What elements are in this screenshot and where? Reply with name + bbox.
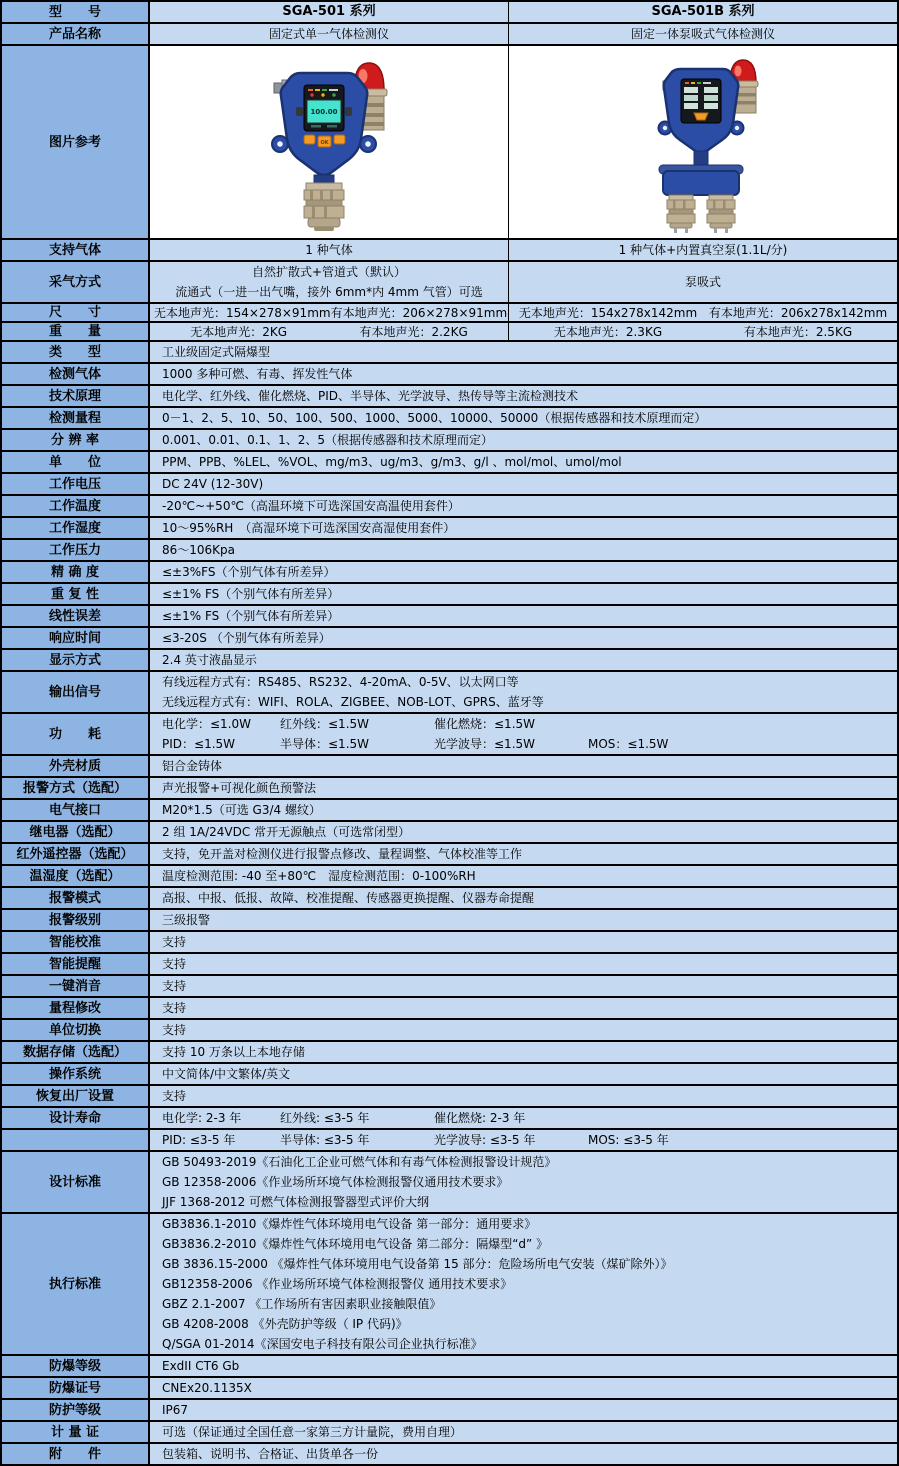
value-text: 包装箱、说明书、合格证、出货单各一份 [162,1447,379,1461]
value-text: GB12358-2006 《作业场所环境气体检测报警仪 通用技术要求》 [162,1277,513,1291]
row-header [2,474,150,494]
value-text: DC 24V (12-30V) [162,477,264,491]
row-header-label: 工作温度 [48,498,101,514]
value-text: 高报、中报、低报、故障、校准提醒、传感器更换提醒、仪器寿命提醒 [162,891,535,905]
spec-row [2,364,897,386]
value-cell [150,954,897,974]
row-header [2,1378,150,1398]
row-header [2,1152,150,1212]
row-header-label: 响应时间 [48,630,101,646]
spec-row [2,304,897,323]
pump-suction-gas-detector-image [623,51,783,233]
value-text: ≤±1% FS（个别气体有所差异） [162,609,340,623]
ok-button-label: OK [320,140,329,146]
value-cell [150,452,897,472]
value-text: 有本地声光：206x278x142mm [708,306,888,320]
value-text: 10～95%RH （高湿环境下可选深国安高湿使用套件） [162,521,456,535]
value-text: 2.4 英寸液晶显示 [162,653,257,667]
row-header [2,910,150,930]
value-line [162,1130,889,1150]
lcd-reading: 100.00 [310,108,338,116]
row-header-label: 设计寿命 [48,1110,101,1126]
row-header [2,430,150,450]
row-header-label: 检测量程 [48,410,101,426]
spec-row [2,800,897,822]
spec-row [2,606,897,628]
spec-row [2,240,897,262]
spec-row [2,1214,897,1356]
product-photo-sga501 [150,46,508,238]
spec-row [2,1064,897,1086]
value-text: 红外线：≤1.5W [280,717,370,731]
value-cell [150,386,897,406]
row-header [2,606,150,626]
value-text: 1 种气体+内置真空泵(1.1L/分) [618,243,788,257]
spec-row [2,2,897,24]
spec-row [2,562,897,584]
row-header [2,954,150,974]
value-text: 催化燃烧：≤1.5W [434,717,536,731]
value-cell [150,1422,897,1442]
value-cell [508,262,897,302]
value-cell [150,714,897,754]
row-header-label: 重 复 性 [50,586,100,602]
row-header-label: 电气接口 [48,802,101,818]
value-text: 铝合金铸体 [162,759,223,773]
value-cell [150,888,897,908]
value-text: JJF 1368-2012 可燃气体检测报警器型式评价大纲 [162,1195,430,1209]
row-header [2,408,150,428]
value-cell [150,1356,897,1376]
value-text: GB 3836.15-2000 《爆炸性气体环境用电气设备第 15 部分：危险场所电气安装（煤矿除外）》 [162,1257,673,1271]
spec-row [2,262,897,304]
value-text: 半导体: ≤3-5 年 [280,1133,370,1147]
row-header [2,1422,150,1442]
row-header [2,888,150,908]
row-header-label: 支持气体 [48,242,101,258]
spec-row [2,1108,897,1130]
value-cell [150,1064,897,1084]
value-cell [150,474,897,494]
value-text: 有本地声光：206×278×91mm [330,306,508,320]
value-text: 有线远程方式有：RS485、RS232、4-20mA、0-5V、以太网口等 [162,675,519,689]
spec-row [2,323,897,342]
value-text: 0.001、0.01、0.1、1、2、5（根据传感器和技术原理而定） [162,433,494,447]
row-header-label: 防护等级 [48,1402,101,1418]
spec-row [2,540,897,562]
row-header-label: 防爆证号 [48,1380,101,1396]
value-text: ≤±1% FS（个别气体有所差异） [162,587,340,601]
value-text: 光学波导: ≤3-5 年 [434,1133,536,1147]
value-cell [150,822,897,842]
value-cell [508,24,897,44]
row-header-label: 执行标准 [48,1276,101,1292]
row-header-label: 报警模式 [48,890,101,906]
row-header [2,24,150,44]
spec-row [2,408,897,430]
spec-row [2,976,897,998]
row-header [2,386,150,406]
value-cell [508,240,897,260]
value-text: 支持 [162,957,187,971]
spec-row [2,518,897,540]
row-header [2,866,150,886]
value-text: 无本地声光：2KG [190,325,288,339]
value-text: 电化学: 2-3 年 [162,1111,242,1125]
value-text: 工业级固定式隔爆型 [162,345,271,359]
row-header [2,518,150,538]
value-text: SGA-501 系列 [282,4,376,19]
row-header-label: 产品名称 [48,26,101,42]
row-header [2,714,150,754]
spec-row [2,822,897,844]
spec-row [2,1086,897,1108]
value-text: 半导体：≤1.5W [280,737,370,751]
value-cell [150,844,897,864]
row-header-label: 操作系统 [48,1066,101,1082]
value-text: 无本地声光：154×278×91mm [154,306,331,320]
value-text: 电化学：≤1.0W [162,717,252,731]
value-cell [150,262,508,302]
value-text: 三级报警 [162,913,211,927]
spec-row [2,584,897,606]
row-header-label: 防爆等级 [48,1358,101,1374]
row-header [2,584,150,604]
lcd-screen [304,85,344,131]
row-header [2,304,150,321]
spec-row [2,650,897,672]
ok-button [694,113,708,120]
row-header [2,1086,150,1106]
row-header [2,844,150,864]
value-line [162,714,889,734]
row-header [2,650,150,670]
value-cell [150,606,897,626]
row-header-label: 类 型 [48,344,101,360]
value-cell [150,496,897,516]
row-header [2,998,150,1018]
value-text: 光学波导：≤1.5W [434,737,536,751]
sensor-head [304,175,344,231]
row-header-label: 工作压力 [48,542,101,558]
value-cell [150,800,897,820]
value-cell [150,408,897,428]
spec-row [2,46,897,240]
spec-row [2,1378,897,1400]
value-cell [150,1444,897,1464]
row-header-label: 继电器（选配） [29,824,121,840]
spec-row [2,1020,897,1042]
value-cell [150,584,897,604]
value-text: 1 种气体 [305,243,353,257]
value-text: 无本地声光：2.3KG [553,325,663,339]
row-header-label: 一键消音 [48,978,101,994]
value-cell [150,778,897,798]
row-header [2,1020,150,1040]
value-text: 固定式单一气体检测仪 [268,27,389,41]
row-header-label: 显示方式 [48,652,101,668]
value-cell [150,1400,897,1420]
pump-base [659,165,743,195]
value-text: 中文简体/中文繁体/英文 [162,1067,291,1081]
value-text: 86～106Kpa [162,543,236,557]
row-header [2,540,150,560]
product-photo-sga501b [508,46,897,238]
value-cell [150,2,508,22]
row-header-label: 重 量 [48,324,101,339]
row-header-label: 单 位 [48,454,101,470]
value-cell [150,910,897,930]
value-line [162,734,889,754]
spec-row [2,628,897,650]
value-cell [150,1214,897,1354]
value-text: 支持 [162,1023,187,1037]
value-text: ExdII CT6 Gb [162,1359,240,1373]
row-header [2,2,150,22]
row-header-label: 外壳材质 [48,758,101,774]
spec-row [2,756,897,778]
value-text: GB 4208-2008 《外壳防护等级（ IP 代码)》 [162,1317,408,1331]
value-cell [150,323,508,340]
row-header [2,1356,150,1376]
value-text: PID：≤1.5W [162,737,236,751]
row-header [2,1064,150,1084]
row-header [2,1042,150,1062]
row-header-label: 检测气体 [48,366,101,382]
spec-row [2,474,897,496]
value-text: 2 组 1A/24VDC 常开无源触点（可选常闭型） [162,825,411,839]
row-header [2,800,150,820]
row-header [2,323,150,340]
row-header [2,452,150,472]
spec-row [2,24,897,46]
value-text: 支持 [162,1001,187,1015]
spec-row [2,844,897,866]
value-text: 支持 [162,935,187,949]
value-text: 自然扩散式+管道式（默认） [251,265,407,279]
row-header-label: 报警级别 [48,912,101,928]
row-header-label: 附 件 [48,1446,101,1462]
value-text: 红外线: ≤3-5 年 [280,1111,370,1125]
value-text: MOS：≤1.5W [588,737,669,751]
value-cell [150,342,897,362]
row-header-label: 报警方式（选配） [22,780,127,796]
value-text: 1000 多种可燃、有毒、挥发性气体 [162,367,353,381]
spec-row [2,954,897,976]
row-header-label: 分 辨 率 [50,432,100,448]
row-header-label: 红外遥控器（选配） [16,846,134,862]
value-text: IP67 [162,1403,189,1417]
spec-row [2,1042,897,1064]
row-header [2,628,150,648]
row-header [2,1130,150,1150]
spec-row [2,998,897,1020]
row-header-label: 输出信号 [48,684,101,700]
row-header-label: 采气方式 [48,274,101,290]
row-header-label: 型 号 [48,4,101,20]
side-key-right [345,107,352,116]
spec-row [2,342,897,364]
spec-row [2,778,897,800]
value-text: 泵吸式 [684,275,721,289]
value-cell [150,628,897,648]
row-header-label: 计 量 证 [50,1424,100,1440]
row-header [2,672,150,712]
row-header-label: 设计标准 [48,1174,101,1190]
value-cell [150,1086,897,1106]
value-text: -20℃~+50℃（高温环境下可选深国安高温使用套件） [162,499,460,513]
value-cell [150,1020,897,1040]
value-cell [150,430,897,450]
value-cell [150,672,897,712]
value-text: 声光报警+可视化颜色预警法 [162,781,317,795]
value-text: ≤±3%FS（个别气体有所差异） [162,565,336,579]
value-text: 有本地声光：2.5KG [743,325,853,339]
value-text: 无本地声光：154x278x142mm [518,306,698,320]
value-line [162,1108,889,1128]
row-header-label: 功 耗 [48,726,101,742]
row-header [2,756,150,776]
value-text: 温度检测范围: -40 至+80℃ 湿度检测范围：0-100%RH [162,869,476,883]
value-text: 催化燃烧: 2-3 年 [434,1111,526,1125]
row-header-label: 精 确 度 [50,564,100,580]
row-header-label: 工作电压 [48,476,101,492]
row-header-label: 智能校准 [48,934,101,950]
value-cell [150,932,897,952]
value-text: 固定一体泵吸式气体检测仪 [630,27,775,41]
value-text: GB3836.2-2010《爆炸性气体环境用电气设备 第二部分：隔爆型“d” 》 [162,1237,549,1251]
value-text: Q/SGA 01-2014《深国安电子科技有限公司企业执行标准》 [162,1337,483,1351]
value-cell [150,1152,897,1212]
row-header [2,240,150,260]
row-header-label: 技术原理 [48,388,101,404]
value-cell [508,304,897,321]
row-header [2,1214,150,1354]
value-text: 电化学、红外线、催化燃烧、PID、半导体、光学波导、热传导等主流检测技术 [162,389,579,403]
spec-row [2,888,897,910]
value-cell [150,1108,897,1128]
fixed-single-gas-detector-image [254,51,404,233]
spec-row [2,910,897,932]
lcd-screen [681,79,721,123]
row-header [2,562,150,582]
value-cell [150,240,508,260]
value-text: GB 50493-2019《石油化工企业可燃气体和有毒气体检测报警设计规范》 [162,1155,557,1169]
row-header [2,342,150,362]
value-text: GB 12358-2006《作业场所环境气体检测报警仪通用技术要求》 [162,1175,509,1189]
row-header [2,1444,150,1464]
sensor-inlets [667,195,735,233]
spec-row [2,672,897,714]
value-cell [150,756,897,776]
value-text: MOS: ≤3-5 年 [588,1133,669,1147]
value-cell [150,24,508,44]
value-cell [150,1130,897,1150]
value-text: 无线远程方式有：WIFI、ROLA、ZIGBEE、NOB-LOT、GPRS、蓝牙等 [162,695,544,709]
spec-row [2,932,897,954]
value-text: 流通式（一进一出气嘴，接外 6mm*内 4mm 气管）可选 [175,285,483,299]
value-cell [150,998,897,1018]
value-text: CNEx20.1135X [162,1381,252,1395]
spec-row [2,1152,897,1214]
row-header-label: 图片参考 [48,134,101,150]
row-header [2,364,150,384]
value-text: M20*1.5（可选 G3/4 螺纹） [162,803,321,817]
value-text: 0－1、2、5、10、50、100、500、1000、5000、10000、50000（根据传感器和技术原理而定） [162,411,707,425]
spec-row [2,430,897,452]
side-key-left [296,107,303,116]
value-cell [150,540,897,560]
value-text: GB3836.1-2010《爆炸性气体环境用电气设备 第一部分：通用要求》 [162,1217,537,1231]
row-header-label: 工作湿度 [48,520,101,536]
row-header [2,1108,150,1128]
spec-row [2,1356,897,1378]
row-header-label: 尺 寸 [48,305,101,320]
row-header [2,1400,150,1420]
row-header-label: 数据存储（选配） [22,1044,127,1060]
value-cell [150,1378,897,1398]
row-header [2,496,150,516]
row-header-label: 恢复出厂设置 [35,1088,114,1104]
value-text: SGA-501B 系列 [651,4,755,19]
value-cell [508,2,897,22]
row-header-label: 智能提醒 [48,956,101,972]
value-text: 支持 10 万条以上本地存储 [162,1045,305,1059]
spec-row [2,496,897,518]
row-header-label: 量程修改 [48,1000,101,1016]
value-cell [150,562,897,582]
row-header [2,932,150,952]
value-text: PPM、PPB、%LEL、%VOL、mg/m3、ug/m3、g/m3、g/l 、mol/mol、umol/mol [162,455,622,469]
row-header-label: 温湿度（选配） [29,868,121,884]
value-text: 支持，免开盖对检测仪进行报警点修改、量程调整、气体校准等工作 [162,847,523,861]
spec-row [2,714,897,756]
spec-row [2,866,897,888]
row-header [2,46,150,238]
row-header [2,778,150,798]
row-header [2,262,150,302]
value-text: 可选（保证通过全国任意一家第三方计量院，费用自理） [162,1425,463,1439]
spec-row [2,1422,897,1444]
value-cell [150,976,897,996]
spec-row [2,1400,897,1422]
spec-row [2,452,897,474]
value-text: 支持 [162,1089,187,1103]
value-text: ≤3-20S （个别气体有所差异） [162,631,331,645]
spec-row [2,386,897,408]
value-cell [150,518,897,538]
value-cell [150,650,897,670]
value-cell [150,364,897,384]
value-text: 有本地声光：2.2KG [359,325,468,339]
spec-row [2,1130,897,1152]
value-cell [150,304,508,321]
row-header [2,976,150,996]
value-cell [150,866,897,886]
value-text: 支持 [162,979,187,993]
row-header-label: 线性误差 [48,608,101,624]
row-header-label: 单位切换 [48,1022,101,1038]
row-header [2,822,150,842]
value-cell [150,1042,897,1062]
value-text: PID: ≤3-5 年 [162,1133,236,1147]
value-text: GBZ 2.1-2007 《工作场所有害因素职业接触限值》 [162,1297,442,1311]
spec-row [2,1444,897,1464]
value-cell [508,323,897,340]
